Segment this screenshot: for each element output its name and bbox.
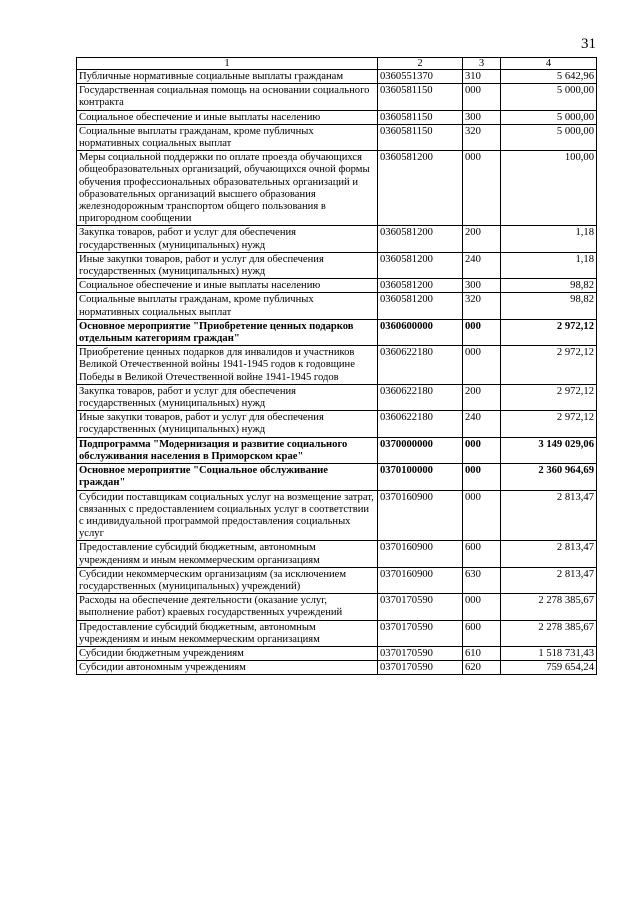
row-amount-cell: 100,00: [501, 151, 597, 226]
row-amount-cell: 5 000,00: [501, 110, 597, 124]
row-amount-cell: 5 000,00: [501, 124, 597, 150]
row-type-cell: 000: [463, 464, 501, 490]
table-row: [77, 567, 597, 593]
row-name-cell: Субсидии бюджетным учреждениям: [77, 646, 378, 660]
row-code-cell: 0370170590: [378, 620, 463, 646]
row-name-cell: Социальное обеспечение и иные выплаты населению: [77, 279, 378, 293]
row-amount-cell: 2 813,47: [501, 567, 597, 593]
row-type-cell: 000: [463, 346, 501, 385]
row-code-cell: 0370170590: [378, 661, 463, 675]
row-type-cell: 000: [463, 490, 501, 541]
row-amount-cell: 5 000,00: [501, 84, 597, 110]
row-amount-cell: 1,18: [501, 226, 597, 252]
row-amount-cell: 98,82: [501, 293, 597, 319]
row-code-cell: 0360622180: [378, 384, 463, 410]
budget-table: [76, 57, 597, 675]
row-amount-cell: 2 813,47: [501, 541, 597, 567]
row-name-cell: Социальное обеспечение и иные выплаты населению: [77, 110, 378, 124]
row-code-cell: 0370160900: [378, 567, 463, 593]
row-type-cell: 000: [463, 84, 501, 110]
row-name-cell: Субсидии поставщикам социальных услуг на возмещение затрат, связанных с предоставлением социальных услуг в соответствии с индивидуальной программой предоставления социальных услуг: [77, 490, 378, 541]
row-type-cell: 630: [463, 567, 501, 593]
table-row: [77, 384, 597, 410]
row-type-cell: 600: [463, 541, 501, 567]
page-number: 31: [581, 36, 596, 52]
table-row: [77, 110, 597, 124]
table-row: [77, 437, 597, 463]
table-row: [77, 541, 597, 567]
table-row: [77, 464, 597, 490]
row-type-cell: 310: [463, 70, 501, 84]
row-type-cell: 000: [463, 594, 501, 620]
row-code-cell: 0360622180: [378, 411, 463, 437]
table-row: [77, 319, 597, 345]
row-code-cell: 0360600000: [378, 319, 463, 345]
header-cell: 3: [463, 58, 501, 70]
row-code-cell: 0360581200: [378, 293, 463, 319]
row-name-cell: Государственная социальная помощь на основании социального контракта: [77, 84, 378, 110]
row-code-cell: 0360581150: [378, 84, 463, 110]
row-name-cell: Публичные нормативные социальные выплаты гражданам: [77, 70, 378, 84]
table-row: [77, 70, 597, 84]
table-row: [77, 490, 597, 541]
row-name-cell: Закупка товаров, работ и услуг для обеспечения государственных (муниципальных) нужд: [77, 226, 378, 252]
row-amount-cell: 759 654,24: [501, 661, 597, 675]
row-name-cell: Приобретение ценных подарков для инвалидов и участников Великой Отечественной войны 1941-1945 годов к годовщине Победы в Великой Отечественной войне 1941-1945 годов: [77, 346, 378, 385]
row-name-cell: Меры социальной поддержки по оплате проезда обучающихся общеобразовательных организаций, обучающихся очной формы обучения профессиональных образовательных организаций и образовательных организаций высшего образования железнодорожным транспортом общего пользования в пригородном сообщении: [77, 151, 378, 226]
header-row: [77, 58, 597, 70]
row-amount-cell: 3 149 029,06: [501, 437, 597, 463]
row-amount-cell: 2 360 964,69: [501, 464, 597, 490]
table-row: [77, 279, 597, 293]
row-type-cell: 610: [463, 646, 501, 660]
row-name-cell: Подпрограмма "Модернизация и развитие социального обслуживания населения в Приморском крае": [77, 437, 378, 463]
header-cell: 2: [378, 58, 463, 70]
row-code-cell: 0360581200: [378, 252, 463, 278]
table-row: [77, 151, 597, 226]
row-type-cell: 000: [463, 437, 501, 463]
row-code-cell: 0370170590: [378, 594, 463, 620]
row-name-cell: Иные закупки товаров, работ и услуг для обеспечения государственных (муниципальных) нужд: [77, 252, 378, 278]
row-code-cell: 0360622180: [378, 346, 463, 385]
row-type-cell: 200: [463, 384, 501, 410]
row-name-cell: Основное мероприятие "Приобретение ценных подарков отдельным категориям граждан": [77, 319, 378, 345]
row-amount-cell: 2 972,12: [501, 319, 597, 345]
row-type-cell: 620: [463, 661, 501, 675]
row-type-cell: 320: [463, 124, 501, 150]
row-code-cell: 0360581150: [378, 110, 463, 124]
row-code-cell: 0370100000: [378, 464, 463, 490]
row-name-cell: Социальные выплаты гражданам, кроме публичных нормативных социальных выплат: [77, 124, 378, 150]
row-type-cell: 320: [463, 293, 501, 319]
row-name-cell: Основное мероприятие "Социальное обслуживание граждан": [77, 464, 378, 490]
table-row: [77, 124, 597, 150]
row-amount-cell: 1 518 731,43: [501, 646, 597, 660]
table-row: [77, 661, 597, 675]
row-name-cell: Предоставление субсидий бюджетным, автономным учреждениям и иным некоммерческим организациям: [77, 541, 378, 567]
row-name-cell: Субсидии автономным учреждениям: [77, 661, 378, 675]
row-amount-cell: 2 972,12: [501, 346, 597, 385]
table-row: [77, 594, 597, 620]
row-code-cell: 0370170590: [378, 646, 463, 660]
row-code-cell: 0370160900: [378, 541, 463, 567]
row-name-cell: Закупка товаров, работ и услуг для обеспечения государственных (муниципальных) нужд: [77, 384, 378, 410]
row-type-cell: 300: [463, 279, 501, 293]
row-name-cell: Расходы на обеспечение деятельности (оказание услуг, выполнение работ) краевых государственных учреждений: [77, 594, 378, 620]
row-name-cell: Предоставление субсидий бюджетным, автономным учреждениям и иным некоммерческим организациям: [77, 620, 378, 646]
header-cell: 1: [77, 58, 378, 70]
row-name-cell: Социальные выплаты гражданам, кроме публичных нормативных социальных выплат: [77, 293, 378, 319]
row-type-cell: 200: [463, 226, 501, 252]
table-row: [77, 226, 597, 252]
row-name-cell: Иные закупки товаров, работ и услуг для обеспечения государственных (муниципальных) нужд: [77, 411, 378, 437]
row-code-cell: 0370000000: [378, 437, 463, 463]
row-type-cell: 240: [463, 252, 501, 278]
row-amount-cell: 2 972,12: [501, 411, 597, 437]
row-code-cell: 0370160900: [378, 490, 463, 541]
table-row: [77, 293, 597, 319]
row-name-cell: Субсидии некоммерческим организациям (за исключением государственных (муниципальных) учреждений): [77, 567, 378, 593]
row-code-cell: 0360581200: [378, 279, 463, 293]
row-type-cell: 240: [463, 411, 501, 437]
row-type-cell: 600: [463, 620, 501, 646]
row-amount-cell: 2 278 385,67: [501, 620, 597, 646]
row-amount-cell: 2 972,12: [501, 384, 597, 410]
row-code-cell: 0360551370: [378, 70, 463, 84]
row-code-cell: 0360581200: [378, 226, 463, 252]
row-code-cell: 0360581200: [378, 151, 463, 226]
header-cell: 4: [501, 58, 597, 70]
table-row: [77, 411, 597, 437]
row-type-cell: 300: [463, 110, 501, 124]
table-row: [77, 620, 597, 646]
table-row: [77, 84, 597, 110]
row-amount-cell: 5 642,96: [501, 70, 597, 84]
row-code-cell: 0360581150: [378, 124, 463, 150]
row-type-cell: 000: [463, 151, 501, 226]
row-amount-cell: 2 278 385,67: [501, 594, 597, 620]
table-row: [77, 646, 597, 660]
row-amount-cell: 1,18: [501, 252, 597, 278]
row-type-cell: 000: [463, 319, 501, 345]
table-row: [77, 346, 597, 385]
table-row: [77, 252, 597, 278]
row-amount-cell: 98,82: [501, 279, 597, 293]
row-amount-cell: 2 813,47: [501, 490, 597, 541]
